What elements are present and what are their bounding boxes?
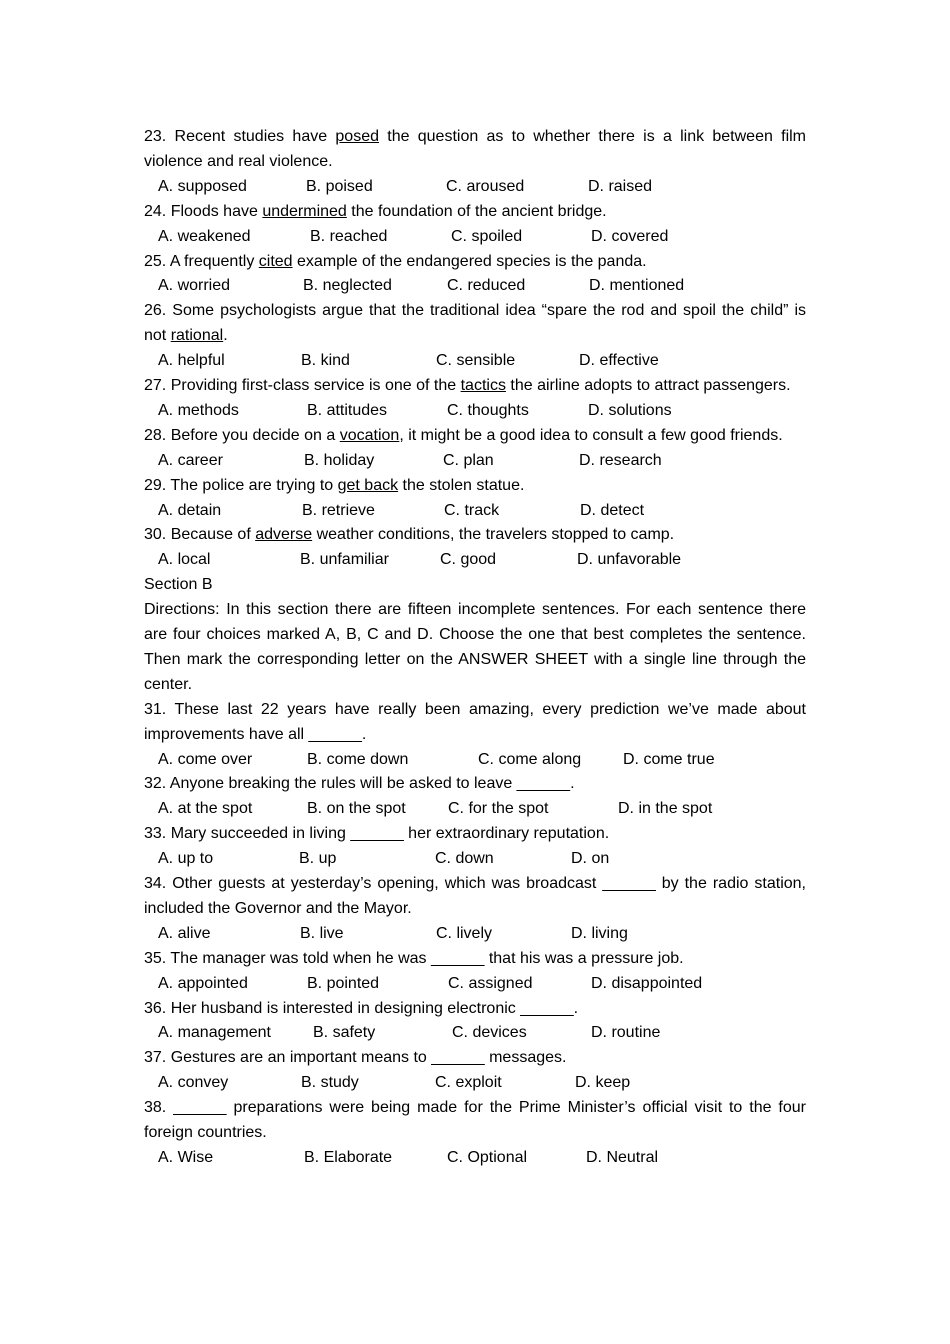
option-c[interactable]: C. devices bbox=[452, 1024, 527, 1042]
option-d[interactable]: D. covered bbox=[591, 227, 669, 245]
option-c[interactable]: C. plan bbox=[443, 451, 494, 469]
option-d[interactable]: D. disappointed bbox=[591, 974, 703, 992]
option-a[interactable]: A. supposed bbox=[158, 177, 247, 195]
options-31 bbox=[144, 748, 806, 773]
option-b[interactable]: B. Elaborate bbox=[304, 1148, 393, 1166]
option-c[interactable]: C. for the spot bbox=[448, 800, 549, 818]
option-b[interactable]: B. retrieve bbox=[302, 501, 375, 519]
option-b[interactable]: B. pointed bbox=[307, 974, 380, 992]
question-38: 38. ______ preparations were being made for the Prime Minister’s official visit to the four foreign countries. bbox=[144, 1099, 806, 1142]
option-d[interactable]: D. solutions bbox=[588, 401, 672, 419]
question-33: 33. Mary succeeded in living ______ her extraordinary reputation. bbox=[144, 825, 610, 843]
options-32 bbox=[144, 797, 806, 822]
options-34 bbox=[144, 922, 806, 947]
question-29: 29. The police are trying to get back the stolen statue. bbox=[144, 476, 525, 494]
options-25 bbox=[144, 274, 806, 299]
option-c[interactable]: C. good bbox=[440, 551, 497, 569]
option-c[interactable]: C. down bbox=[435, 850, 494, 868]
question-32: 32. Anyone breaking the rules will be asked to leave ______. bbox=[144, 775, 575, 793]
option-d[interactable]: D. Neutral bbox=[586, 1148, 659, 1166]
option-d[interactable]: D. living bbox=[571, 924, 628, 942]
option-c[interactable]: C. spoiled bbox=[451, 227, 523, 245]
option-b[interactable]: B. neglected bbox=[303, 277, 392, 295]
key-word: posed bbox=[335, 128, 379, 145]
option-a[interactable]: A. worried bbox=[158, 277, 231, 295]
key-word: tactics bbox=[460, 377, 506, 394]
key-word: cited bbox=[258, 252, 293, 270]
options-37 bbox=[144, 1071, 806, 1096]
options-28 bbox=[144, 449, 806, 474]
section-title: Section B bbox=[144, 576, 213, 594]
option-b[interactable]: B. holiday bbox=[304, 451, 375, 469]
option-b[interactable]: B. poised bbox=[306, 177, 373, 195]
option-b[interactable]: B. unfamiliar bbox=[300, 551, 389, 569]
option-b[interactable]: B. up bbox=[299, 850, 337, 868]
question-26: 26. Some psychologists argue that the traditional idea “spare the rod and spoil the child” is not rational. bbox=[144, 302, 807, 345]
option-a[interactable]: A. appointed bbox=[158, 974, 248, 992]
key-word: vocation bbox=[339, 426, 400, 444]
option-a[interactable]: A. convey bbox=[158, 1074, 229, 1092]
question-28: 28. Before you decide on a vocation, it might be a good idea to consult a few good friends. bbox=[144, 426, 783, 444]
option-b[interactable]: B. safety bbox=[313, 1024, 376, 1042]
key-word: adverse bbox=[255, 526, 313, 544]
option-a[interactable]: A. methods bbox=[158, 401, 239, 419]
option-d[interactable]: D. in the spot bbox=[618, 800, 713, 818]
question-27: 27. Providing first-class service is one of the tactics the airline adopts to attract passengers. bbox=[144, 377, 791, 394]
options-35 bbox=[144, 972, 806, 997]
question-37: 37. Gestures are an important means to ______ messages. bbox=[144, 1049, 567, 1067]
option-b[interactable]: B. on the spot bbox=[307, 800, 406, 818]
option-a[interactable]: A. helpful bbox=[158, 352, 225, 370]
option-b[interactable]: B. live bbox=[300, 924, 344, 942]
option-c[interactable]: C. aroused bbox=[446, 177, 525, 195]
options-26 bbox=[144, 349, 806, 374]
option-c[interactable]: C. track bbox=[444, 501, 500, 519]
options-23 bbox=[144, 175, 806, 200]
option-c[interactable]: C. reduced bbox=[447, 277, 526, 295]
option-a[interactable]: A. weakened bbox=[158, 227, 251, 245]
option-d[interactable]: D. unfavorable bbox=[577, 551, 682, 569]
option-d[interactable]: D. come true bbox=[623, 750, 715, 768]
question-35: 35. The manager was told when he was ______ that his was a pressure job. bbox=[144, 949, 684, 967]
key-word: get back bbox=[337, 476, 399, 494]
option-b[interactable]: B. come down bbox=[307, 750, 409, 768]
key-word: rational bbox=[170, 327, 224, 345]
option-d[interactable]: D. effective bbox=[579, 352, 659, 370]
options-38 bbox=[144, 1146, 806, 1171]
option-d[interactable]: D. mentioned bbox=[589, 277, 685, 295]
key-word: undermined bbox=[262, 202, 347, 220]
option-d[interactable]: D. routine bbox=[591, 1024, 661, 1042]
options-33 bbox=[144, 847, 806, 872]
options-29 bbox=[144, 499, 806, 524]
option-c[interactable]: C. Optional bbox=[447, 1148, 528, 1166]
directions: Directions: In this section there are fifteen incomplete sentences. For each sentence there are four choices marked A, B, C and D. Choose the one that best completes the sentence. Then mark the corresponding letter on the ANSWER SHEET with a single line through the center. bbox=[144, 601, 806, 693]
question-23: 23. Recent studies have posed the question as to whether there is a link between film violence and real violence. bbox=[144, 128, 807, 170]
option-a[interactable]: A. Wise bbox=[158, 1148, 214, 1166]
option-d[interactable]: D. raised bbox=[588, 177, 653, 195]
option-c[interactable]: C. assigned bbox=[448, 974, 533, 992]
option-b[interactable]: B. reached bbox=[310, 227, 388, 245]
option-d[interactable]: D. detect bbox=[580, 501, 645, 519]
option-b[interactable]: B. study bbox=[301, 1074, 359, 1092]
option-d[interactable]: D. research bbox=[579, 451, 662, 469]
option-a[interactable]: A. detain bbox=[158, 501, 222, 519]
option-d[interactable]: D. keep bbox=[575, 1074, 631, 1092]
exam-page bbox=[144, 125, 806, 1171]
option-b[interactable]: B. kind bbox=[301, 352, 350, 370]
options-24 bbox=[144, 225, 806, 250]
option-c[interactable]: C. sensible bbox=[436, 352, 516, 370]
option-b[interactable]: B. attitudes bbox=[307, 401, 388, 419]
option-c[interactable]: C. thoughts bbox=[447, 401, 529, 419]
question-25: 25. A frequently cited example of the endangered species is the panda. bbox=[144, 252, 647, 270]
option-a[interactable]: A. career bbox=[158, 451, 223, 469]
question-31: 31. These last 22 years have really been amazing, every prediction we’ve made about improvements have all ______. bbox=[144, 700, 806, 743]
option-a[interactable]: A. management bbox=[158, 1024, 271, 1042]
option-c[interactable]: C. come along bbox=[478, 750, 582, 768]
options-36 bbox=[144, 1021, 806, 1046]
question-34: 34. Other guests at yesterday’s opening, which was broadcast ______ by the radio station, included the Governor and the Mayor. bbox=[144, 875, 806, 917]
option-a[interactable]: A. up to bbox=[158, 850, 214, 868]
option-d[interactable]: D. on bbox=[571, 850, 610, 868]
option-a[interactable]: A. alive bbox=[158, 924, 211, 942]
question-36: 36. Her husband is interested in designing electronic ______. bbox=[144, 999, 579, 1017]
options-30 bbox=[144, 548, 806, 573]
question-30: 30. Because of adverse weather conditions, the travelers stopped to camp. bbox=[144, 526, 675, 544]
option-a[interactable]: A. at the spot bbox=[158, 800, 253, 818]
option-c[interactable]: C. exploit bbox=[435, 1074, 502, 1092]
option-c[interactable]: C. lively bbox=[436, 924, 493, 942]
option-a[interactable]: A. come over bbox=[158, 750, 253, 768]
question-24: 24. Floods have undermined the foundation of the ancient bridge. bbox=[144, 202, 607, 220]
option-a[interactable]: A. local bbox=[158, 551, 211, 569]
options-27 bbox=[144, 399, 806, 424]
